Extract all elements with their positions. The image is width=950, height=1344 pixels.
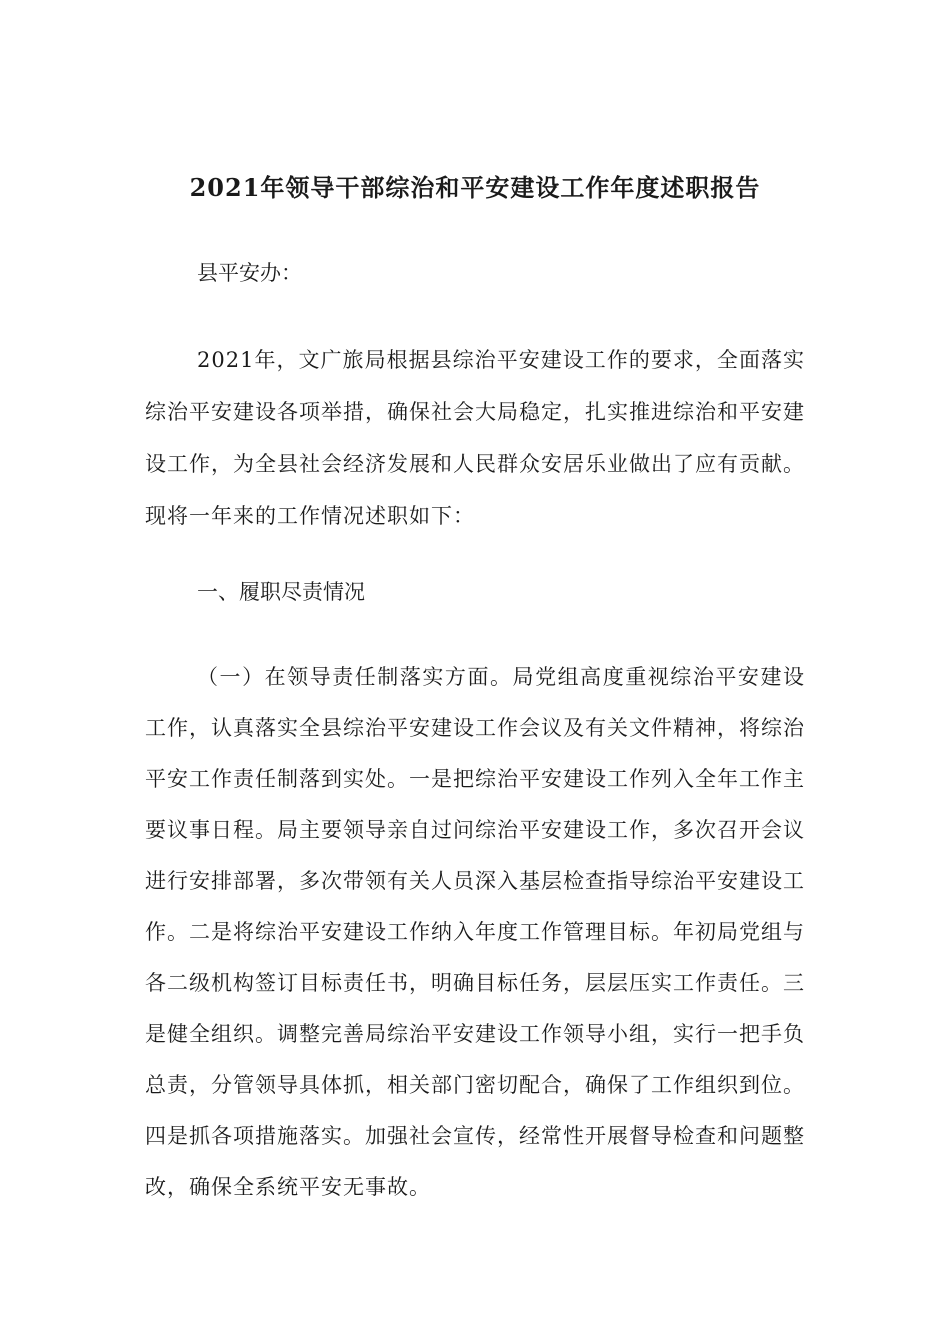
body-paragraph: （一）在领导责任制落实方面。局党组高度重视综治平安建设工作，认真落实全县综治平安建设工作会议及有关文件精神，将综治平安工作责任制落到实处。一是把综治平安建设工作列入全年工作主要议事日程。局主要领导亲自过问综治平安建设工作，多次召开会议进行安排部署，多次带领有关人员深入基层检查指导综治平安建设工作。二是将综治平安建设工作纳入年度工作管理目标。年初局党组与各二级机构签订目标责任书，明确目标任务，层层压实工作责任。三是健全组织。调整完善局综治平安建设工作领导小组，实行一把手负总责，分管领导具体抓，相关部门密切配合，确保了工作组织到位。四是抓各项措施落实。加强社会宣传，经常性开展督导检查和问题整改，确保全系统平安无事故。 [145, 665, 805, 1199]
intro-paragraph: 2021年，文广旅局根据县综治平安建设工作的要求，全面落实综治平安建设各项举措，确保社会大局稳定，扎实推进综治和平安建设工作，为全县社会经济发展和人民群众安居乐业做出了应有贡献。现将一年来的工作情况述职如下： [145, 348, 805, 528]
document-title: 2021年领导干部综治和平安建设工作年度述职报告 [189, 173, 761, 202]
salutation: 县平安办： [197, 261, 302, 285]
section-heading: 一、履职尽责情况 [197, 580, 365, 604]
